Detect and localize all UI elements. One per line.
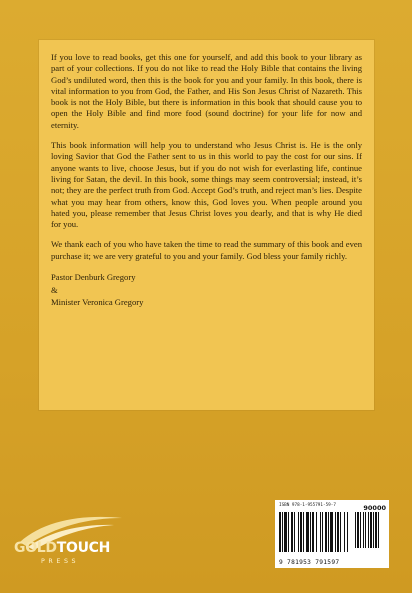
barcode-number: 9 781953 791597 (279, 559, 340, 566)
signature-ampersand: & (51, 284, 58, 295)
publisher-name (14, 540, 110, 556)
blurb-panel (39, 40, 374, 410)
blurb-paragraph-2: This book information will help you to understand who Jesus Christ is. He is the only loving Savior that God the Father sent to us in this world to pay the cost for our sins. If anyone wants to live, choose Jesus, but if you do not wish for everlasting life, continue living for Satan, the devil. In this book, some things may seem controversial; instead, it’s not; they are the perfect truth from God. Accept God’s truth, and reject man’s lies. Despite what you may hear from others, know this, God loves you. When people around you hated you, please remember that Jesus Christ loves you dearly, and that is why He died for you. (51, 140, 362, 230)
barcode-bars-icon (279, 512, 385, 556)
blurb-paragraph-3: We thank each of you who have taken the time to read the summary of this book and even purchase it; we are very grateful to you and your family. God bless your family richly. (51, 239, 362, 261)
price-code: 90000 (363, 504, 386, 512)
isbn-barcode (275, 500, 389, 568)
signature-block (51, 271, 362, 309)
isbn-label: ISBN 978-1-955791-59-7 (279, 503, 336, 508)
publisher-name-gold: GOLD (14, 540, 57, 556)
publisher-subtitle: PRESS (41, 558, 80, 565)
publisher-name-touch: TOUCH (56, 540, 111, 556)
blurb-paragraph-1: If you love to read books, get this one for yourself, and add this book to your library as part of your collections. If you do not like to read the Holy Bible that contains the living God’s undiluted word, then this is the book for you and your family. In this book, there is vital information to you from God, the Father, and His Son Jesus Christ of Nazareth. This book is not the Holy Bible, but there is information in this book that should cause you to open the Holy Bible and find more food (sound doctrine) for your life for now and eternity. (51, 52, 362, 130)
signature-line-1: Pastor Denburk Gregory (51, 272, 136, 283)
signature-line-2: Minister Veronica Gregory (51, 297, 144, 308)
